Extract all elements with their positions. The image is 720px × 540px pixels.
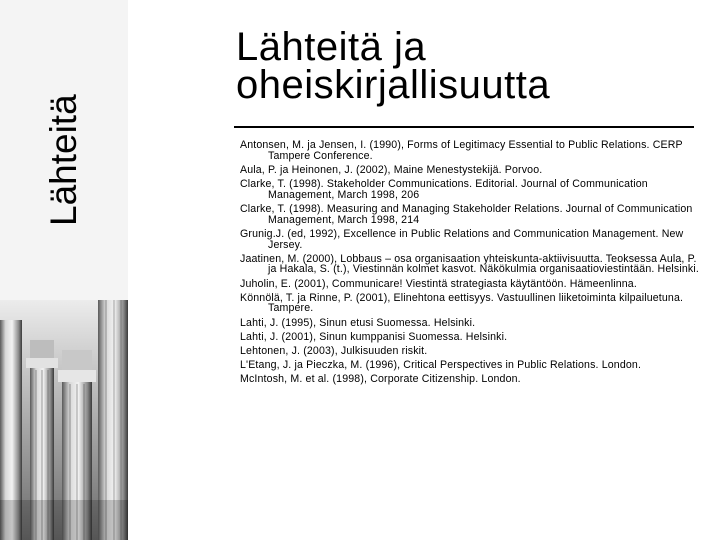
reference-item: Lahti, J. (2001), Sinun kumppanisi Suomessa. Helsinki.	[240, 330, 508, 343]
reference-item: Könnölä, T. ja Rinne, P. (2001), Elinehtona eettisyys. Vastuullinen liiketoiminta kilpailuetuna. Tampere.	[240, 291, 684, 315]
reference-item: Lahti, J. (1995), Sinun etusi Suomessa. Helsinki.	[240, 316, 476, 329]
reference-item: Juholin, E. (2001), Communicare! Viestintä strategiasta käytäntöön. Hämeenlinna.	[240, 277, 637, 290]
sidebar-title: Lähteitä	[43, 94, 84, 226]
classical-columns-image	[0, 300, 128, 540]
left-decorative-panel	[0, 0, 128, 540]
reference-item: Aula, P. ja Heinonen, J. (2002), Maine Menestystekijä. Porvoo.	[240, 163, 543, 176]
reference-item: Clarke, T. (1998). Stakeholder Communications. Editorial. Journal of Communication Management, March 1998, 206	[240, 177, 648, 201]
page-title: Lähteitä ja oheiskirjallisuutta	[236, 25, 551, 107]
reference-item: L'Etang, J. ja Pieczka, M. (1996), Critical Perspectives in Public Relations. London.	[240, 358, 642, 371]
reference-item: Clarke, T. (1998). Measuring and Managing Stakeholder Relations. Journal of Communication Management, March 1998, 214	[240, 202, 693, 226]
reference-item: Jaatinen, M. (2000), Lobbaus – osa organisaation yhteiskunta-aktiivisuutta. Teoksessa Aula, P. ja Hakala, S. (t.), Viestinnän kolmet kasvot. Näkökulmia organisaatioviestintään. Helsinki.	[240, 252, 699, 276]
reference-list	[240, 140, 700, 388]
reference-item: Grunig.J. (ed, 1992), Excellence in Public Relations and Communication Management. New Jersey.	[240, 227, 684, 251]
reference-item: Antonsen, M. ja Jensen, I. (1990), Forms of Legitimacy Essential to Public Relations. CERP Tampere Conference.	[240, 139, 683, 162]
title-divider	[234, 126, 694, 128]
reference-item: McIntosh, M. et al. (1998), Corporate Citizenship. London.	[240, 372, 521, 385]
reference-item: Lehtonen, J. (2003), Julkisuuden riskit.	[240, 344, 428, 357]
